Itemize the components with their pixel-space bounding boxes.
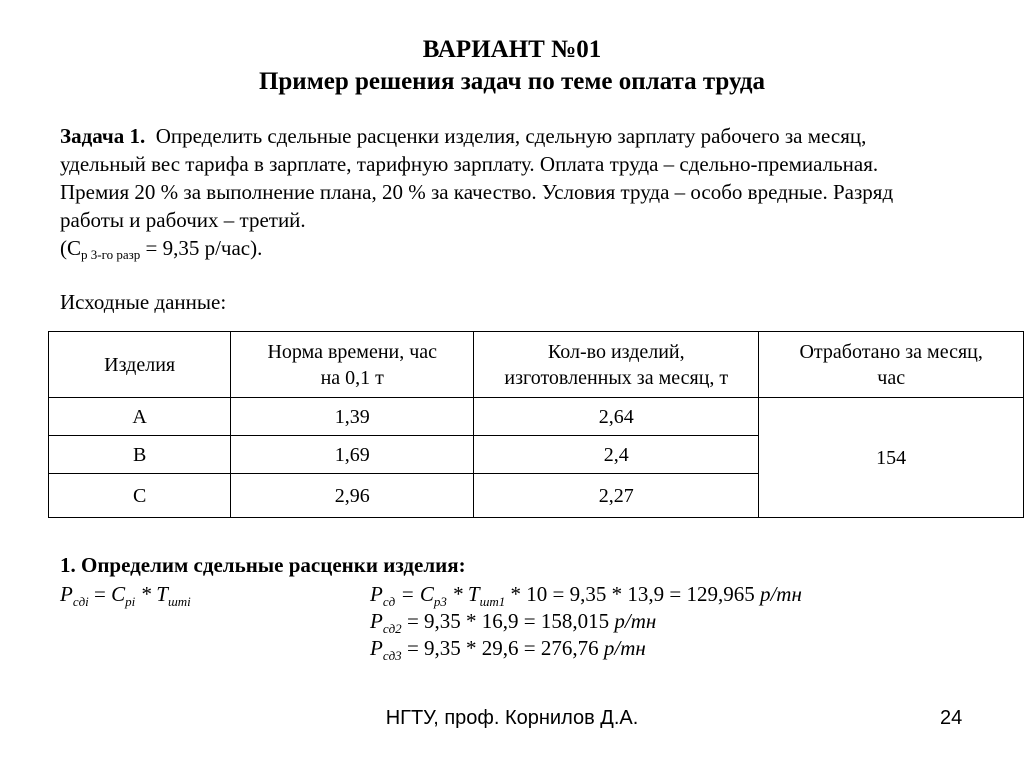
- task-line-4: работы и рабочих – третий.: [60, 208, 306, 232]
- table-row: [49, 398, 1024, 436]
- cell-item: В: [49, 436, 231, 474]
- header-cell-hours: Отработано за месяц, час: [759, 332, 1024, 398]
- task-line-3: Премия 20 % за выполнение плана, 20 % за качество. Условия труда – особо вредные. Разряд: [60, 180, 894, 204]
- formula-line-2: $Р_{сд2} = 9,35 * 16,9 = 158,015$ р/тн: [370, 609, 657, 636]
- cell-item: А: [49, 398, 231, 436]
- solution-heading: 1. Определим сдельные расценки изделия:: [60, 553, 466, 577]
- header-cell-qty: Кол-во изделий, изготовленных за месяц, т: [474, 332, 759, 398]
- header-cell-norm: Норма времени, час на 0,1 т: [231, 332, 474, 398]
- task-line-1: Определить сдельные расценки изделия, сдельную зарплату рабочего за месяц,: [155, 124, 867, 148]
- formula-line-1: $Р_{сд} = С_{р3} * Т_{шт1} * 10 = 9,35 * 13,9 = 129,965$ р/тн: [370, 582, 802, 609]
- data-table: [48, 331, 1024, 518]
- task-line-2: удельный вес тарифа в зарплате, тарифную зарплату. Оплата труда – сдельно-премиальная.: [60, 152, 879, 176]
- task-rate-subscript: р 3-го разр: [81, 247, 141, 262]
- task-rate: (Ср 3-го разр = 9,35 р/час).: [60, 236, 263, 262]
- page-number: 24: [940, 707, 963, 729]
- cell-qty: 2,4: [474, 436, 759, 474]
- table-header-row: [49, 332, 1024, 398]
- cell-qty: 2,64: [474, 398, 759, 436]
- cell-qty: 2,27: [474, 474, 759, 518]
- formula-general: $Р_{сдi} = С_{рi} * Т_{штi}$: [60, 582, 191, 609]
- cell-hours-worked: 154: [759, 398, 1024, 518]
- cell-item: С: [49, 474, 231, 518]
- initial-data-label: Исходные данные:: [60, 290, 227, 314]
- page-title: ВАРИАНТ №01: [422, 36, 602, 63]
- cell-norm: 2,96: [231, 474, 474, 518]
- cell-norm: 1,69: [231, 436, 474, 474]
- page-subtitle: Пример решения задач по теме оплата труда: [258, 68, 766, 95]
- header-cell-items: Изделия: [49, 332, 231, 398]
- task-label: Задача 1.: [60, 124, 146, 148]
- cell-norm: 1,39: [231, 398, 474, 436]
- footer-author: НГТУ, проф. Корнилов Д.А.: [385, 707, 639, 729]
- formula-line-3: $Р_{сд3} = 9,35 * 29,6 = 276,76$ р/тн: [370, 636, 646, 663]
- task-description: [60, 122, 990, 265]
